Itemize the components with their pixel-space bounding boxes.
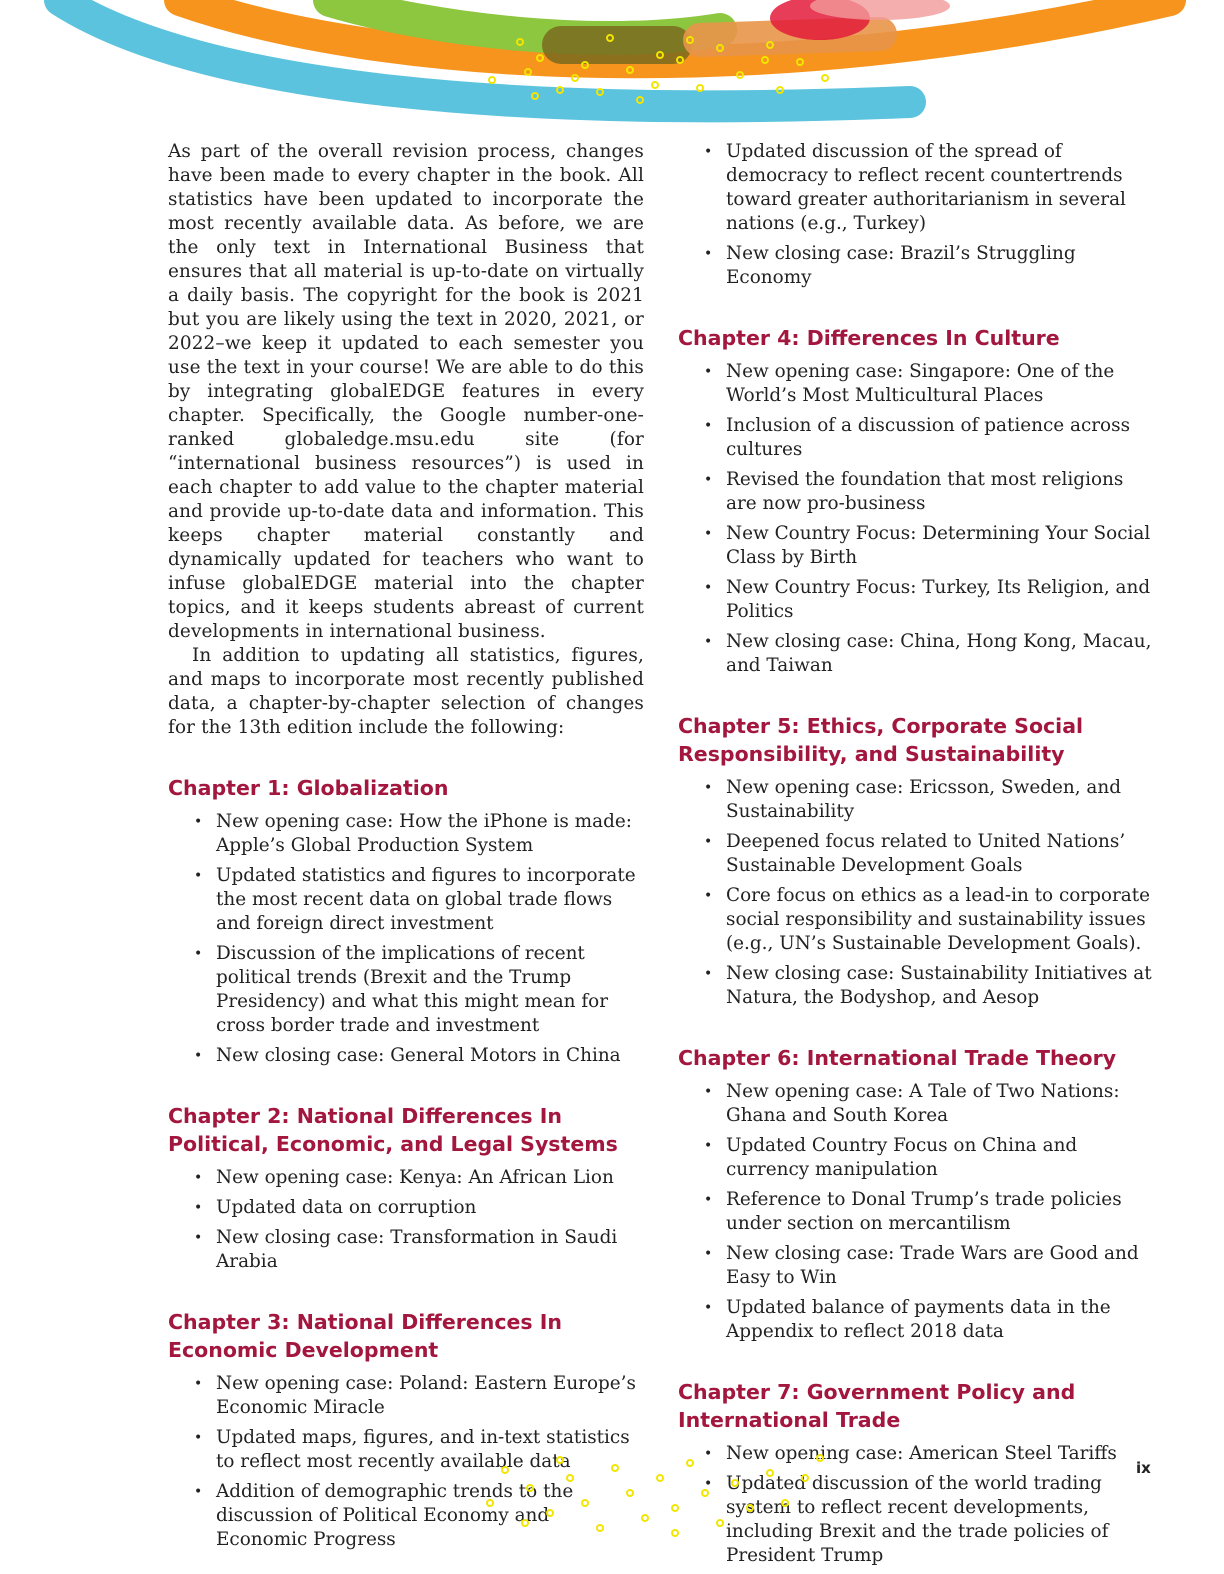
bullet-list xyxy=(678,776,1154,1010)
list-item-text: New closing case: Brazil’s Struggling Economy xyxy=(726,243,1076,288)
bullet-icon: • xyxy=(194,946,203,962)
bullet-icon: • xyxy=(194,1230,203,1246)
list-item xyxy=(678,360,1154,408)
chapter-heading: Chapter 5: Ethics, Corporate Social Responsibility, and Sustainability xyxy=(678,714,1084,766)
list-item-text: Reference to Donal Trump’s trade policies under section on mercantilism xyxy=(726,1189,1122,1234)
right-column xyxy=(678,140,1154,1574)
chapter-heading: Chapter 2: National Differences In Political, Economic, and Legal Systems xyxy=(168,1104,618,1156)
left-column xyxy=(168,140,644,1558)
list-item xyxy=(168,942,644,1038)
bullet-icon: • xyxy=(704,1246,713,1262)
bullet-icon: • xyxy=(704,966,713,982)
list-item xyxy=(678,830,1154,878)
bullet-icon: • xyxy=(704,888,713,904)
list-item-text: New opening case: American Steel Tariffs xyxy=(726,1443,1117,1464)
list-item-text: New opening case: Ericsson, Sweden, and Sustainability xyxy=(726,777,1121,822)
list-item-text: New opening case: How the iPhone is made: Apple’s Global Production System xyxy=(216,811,632,856)
list-item-text: New closing case: General Motors in China xyxy=(216,1045,621,1066)
list-item xyxy=(678,1242,1154,1290)
chapter-6-section xyxy=(678,1044,1154,1344)
chapter-3-continued xyxy=(678,140,1154,290)
intro-paragraph: As part of the overall revision process, changes have been made to every chapter in the book. All statistics have been updated to incorporate the most recently available data. As before, we are the only text in International Business that ensures that all material is up-to-date on virtually a daily basis. The copyright for the book is 2021 but you are likely using the text in 2020, 2021, or 2022–we keep it updated to each semester you use the text in your course! We are able to do this by integrating globalEDGE features in every chapter. Specifically, the Google number-one-ranked globaledge.msu.edu site (for “international business resources”) is used in each chapter to add value to the chapter material and provide up-to-date data and information. This keeps chapter material constantly and dynamically updated for teachers who want to infuse globalEDGE material into the chapter topics, and it keeps students abreast of current developments in international business. xyxy=(168,141,644,642)
bullet-icon: • xyxy=(704,144,713,160)
bullet-icon: • xyxy=(194,1170,203,1186)
list-item-text: New closing case: Trade Wars are Good and Easy to Win xyxy=(726,1243,1139,1288)
chapter-heading: Chapter 4: Differences In Culture xyxy=(678,326,1060,350)
list-item-text: Updated discussion of the spread of democracy to reflect recent countertrends toward greater authoritarianism in several nations (e.g., Turkey) xyxy=(726,141,1126,234)
list-item xyxy=(678,884,1154,956)
list-item xyxy=(678,140,1154,236)
list-item-text: New opening case: A Tale of Two Nations: Ghana and South Korea xyxy=(726,1081,1120,1126)
list-item xyxy=(678,776,1154,824)
bullet-icon: • xyxy=(704,526,713,542)
list-item-text: Addition of demographic trends to the discussion of Political Economy and Economic Progress xyxy=(216,1481,574,1550)
list-item xyxy=(678,468,1154,516)
list-item-text: Deepened focus related to United Nations’ Sustainable Development Goals xyxy=(726,831,1126,876)
bullet-icon: • xyxy=(704,580,713,596)
bullet-list xyxy=(678,360,1154,678)
list-item xyxy=(678,242,1154,290)
chapter-1-section xyxy=(168,774,644,1068)
chapter-heading: Chapter 6: International Trade Theory xyxy=(678,1046,1117,1070)
list-item-text: Core focus on ethics as a lead-in to corporate social responsibility and sustainability issues (e.g., UN’s Sustainable Development Goals). xyxy=(726,885,1151,954)
list-item xyxy=(168,1044,644,1068)
list-item-text: Updated Country Focus on China and currency manipulation xyxy=(726,1135,1078,1180)
list-item-text: New opening case: Singapore: One of the World’s Most Multicultural Places xyxy=(726,361,1115,406)
list-item-text: Updated data on corruption xyxy=(216,1197,477,1218)
bullet-icon: • xyxy=(704,1300,713,1316)
bullet-icon: • xyxy=(704,364,713,380)
list-item xyxy=(678,1080,1154,1128)
list-item-text: Updated balance of payments data in the Appendix to reflect 2018 data xyxy=(726,1297,1111,1342)
list-item xyxy=(678,962,1154,1010)
list-item-text: New opening case: Kenya: An African Lion xyxy=(216,1167,614,1188)
list-item xyxy=(678,1296,1154,1344)
list-item-text: Inclusion of a discussion of patience across cultures xyxy=(726,415,1131,460)
list-item-text: New closing case: Sustainability Initiatives at Natura, the Bodyshop, and Aesop xyxy=(726,963,1152,1008)
bullet-icon: • xyxy=(704,418,713,434)
list-item xyxy=(678,414,1154,462)
list-item-text: New opening case: Poland: Eastern Europe’s Economic Miracle xyxy=(216,1373,636,1418)
list-item-text: Updated statistics and figures to incorporate the most recent data on global trade flows and foreign direct investment xyxy=(216,865,636,934)
bullet-icon: • xyxy=(194,1200,203,1216)
chapter-5-section xyxy=(678,712,1154,1010)
bullet-icon: • xyxy=(194,1430,203,1446)
decorative-banner xyxy=(0,0,1224,140)
list-item-text: New closing case: Transformation in Saudi Arabia xyxy=(216,1227,618,1272)
bullet-icon: • xyxy=(704,1476,713,1492)
list-item xyxy=(168,1226,644,1274)
list-item-text: Updated maps, figures, and in-text statistics to reflect most recently available data xyxy=(216,1427,630,1472)
bullet-list xyxy=(678,1080,1154,1344)
list-item-text: New closing case: China, Hong Kong, Macau, and Taiwan xyxy=(726,631,1152,676)
chapter-2-section xyxy=(168,1102,644,1274)
bullet-icon: • xyxy=(704,634,713,650)
list-item-text: Discussion of the implications of recent political trends (Brexit and the Trump Presidency) and what this might mean for cross border trade and investment xyxy=(216,943,609,1036)
bullet-icon: • xyxy=(704,780,713,796)
list-item xyxy=(678,1134,1154,1182)
bullet-icon: • xyxy=(194,868,203,884)
bullet-icon: • xyxy=(704,1446,713,1462)
bullet-icon: • xyxy=(194,1484,203,1500)
list-item xyxy=(678,576,1154,624)
bullet-icon: • xyxy=(704,472,713,488)
bullet-icon: • xyxy=(194,1376,203,1392)
list-item xyxy=(168,1372,644,1420)
chapter-heading: Chapter 7: Government Policy and International Trade xyxy=(678,1380,1076,1432)
bullet-icon: • xyxy=(194,1048,203,1064)
chapter-4-section xyxy=(678,324,1154,678)
page-number: ix xyxy=(1136,1459,1151,1477)
list-item xyxy=(678,1188,1154,1236)
list-item xyxy=(678,630,1154,678)
intro-paragraph-2: In addition to updating all statistics, figures, and maps to incorporate most recently published data, a chapter-by-chapter selection of changes for the 13th edition include the following: xyxy=(168,645,644,738)
bullet-list xyxy=(678,140,1154,290)
bullet-list xyxy=(168,810,644,1068)
chapter-heading: Chapter 1: Globalization xyxy=(168,776,449,800)
bullet-icon: • xyxy=(704,1192,713,1208)
list-item-text: Revised the foundation that most religions are now pro-business xyxy=(726,469,1124,514)
chapter-heading: Chapter 3: National Differences In Economic Development xyxy=(168,1310,562,1362)
bullet-icon: • xyxy=(704,834,713,850)
bullet-list xyxy=(168,1166,644,1274)
bullet-icon: • xyxy=(704,1138,713,1154)
list-item xyxy=(168,1196,644,1220)
bullet-icon: • xyxy=(704,1084,713,1100)
list-item xyxy=(678,522,1154,570)
bullet-icon: • xyxy=(704,246,713,262)
bullet-icon: • xyxy=(194,814,203,830)
list-item xyxy=(168,810,644,858)
list-item-text: Updated discussion of the world trading system to reflect recent developments, including Brexit and the trade policies of President Trump xyxy=(726,1473,1109,1566)
list-item-text: New Country Focus: Turkey, Its Religion, and Politics xyxy=(726,577,1151,622)
list-item-text: New Country Focus: Determining Your Social Class by Birth xyxy=(726,523,1151,568)
list-item xyxy=(168,1166,644,1190)
decorative-dots xyxy=(470,1448,850,1538)
list-item xyxy=(168,864,644,936)
